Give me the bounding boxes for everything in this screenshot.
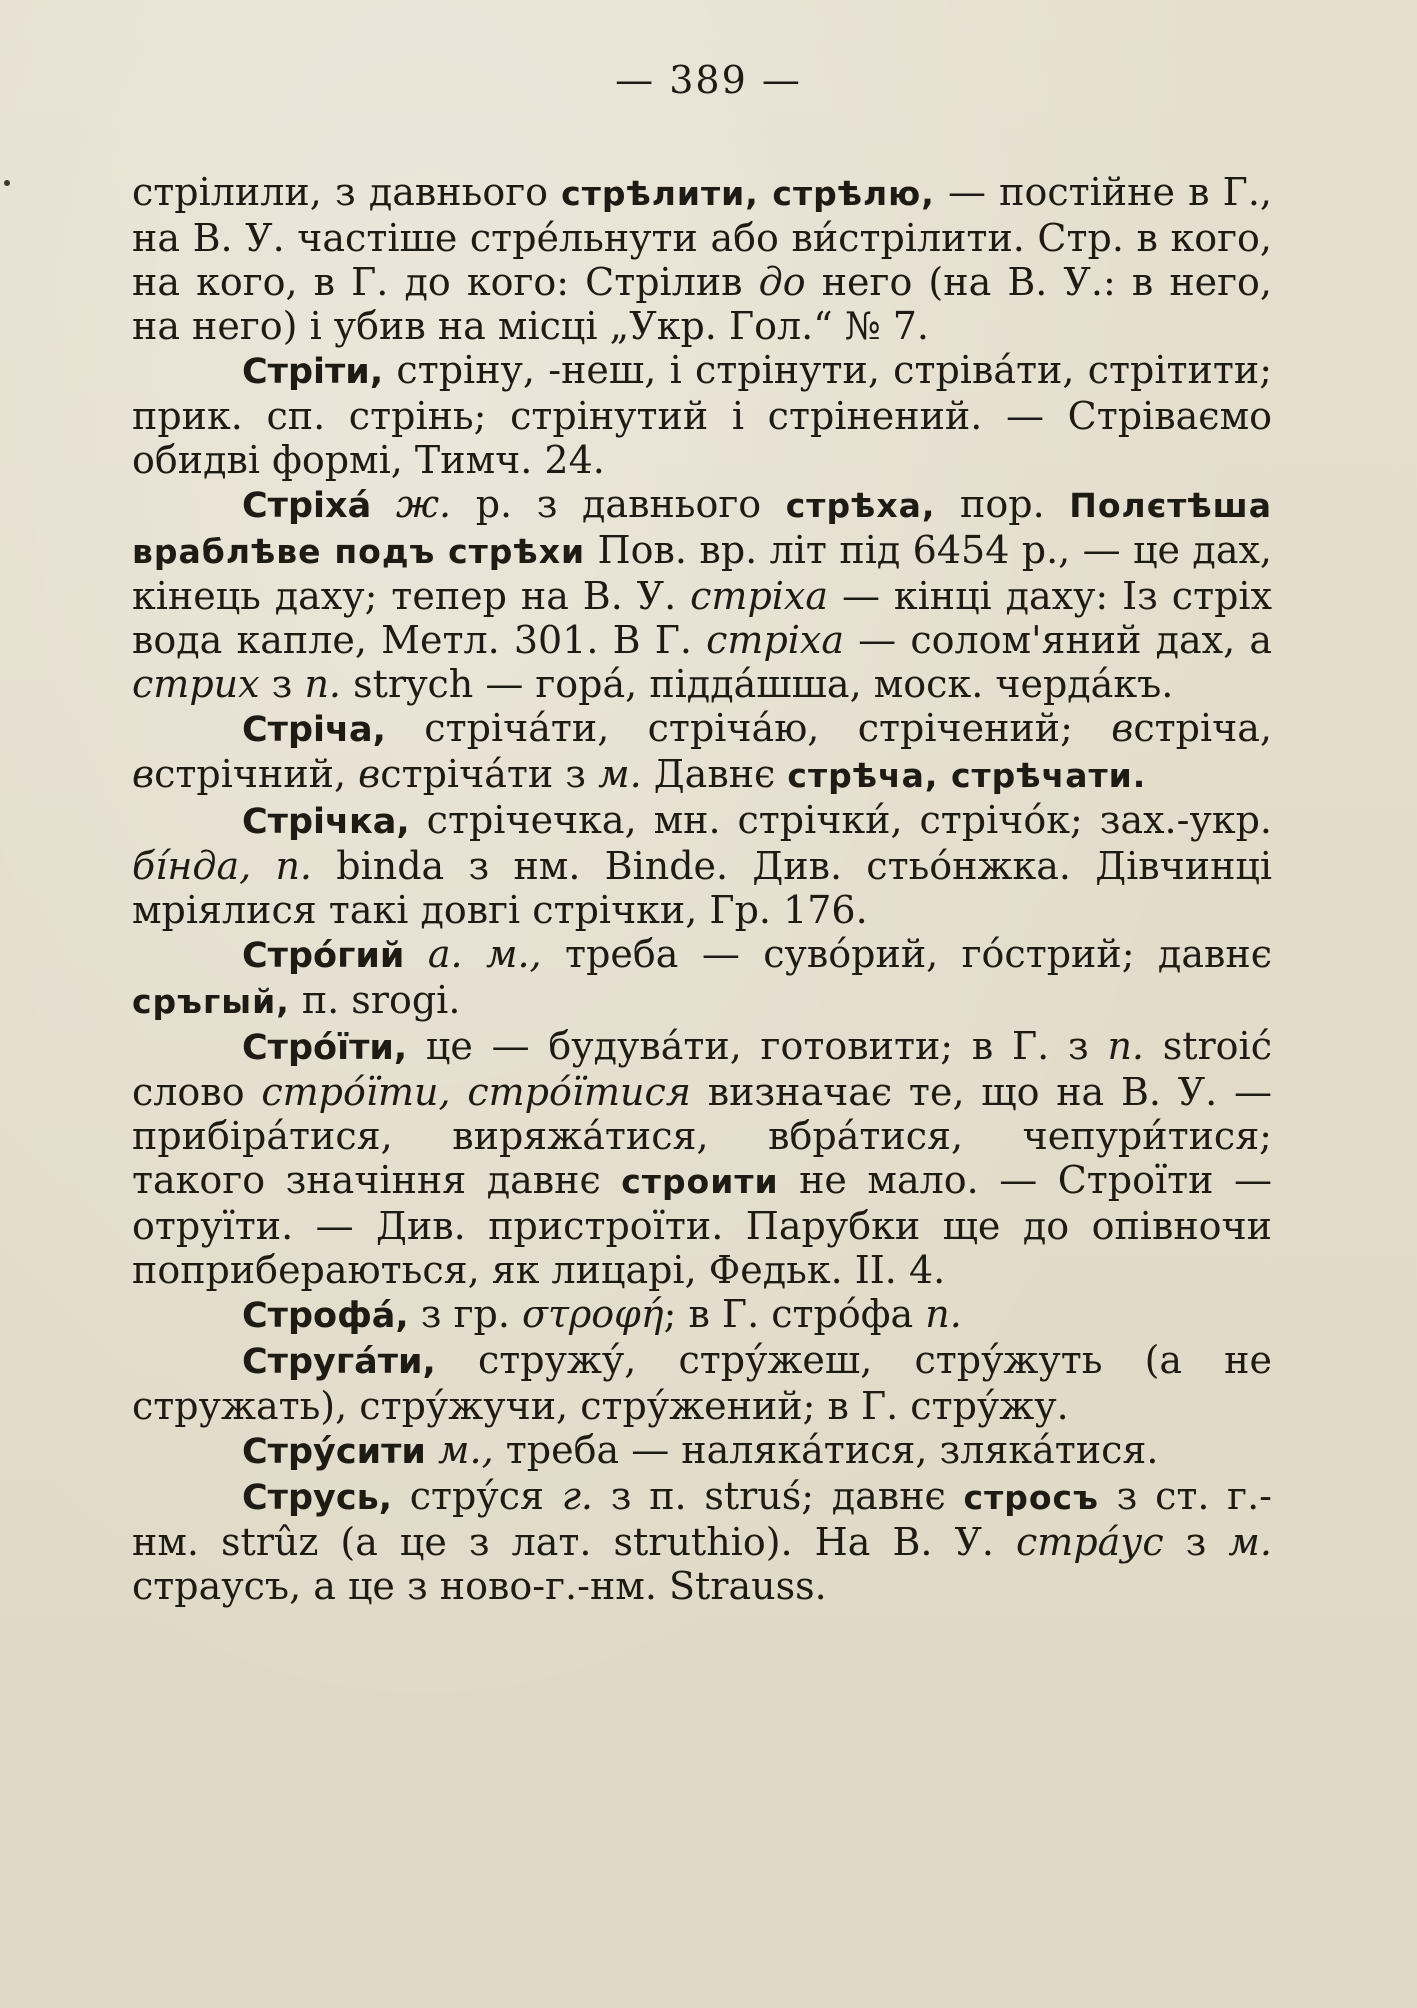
- italic-form: п.: [304, 662, 341, 706]
- entry-text: стружу́, стру́жеш, стру́жуть (а не стружать), стру́жучи, стру́жений; в Г. стру́жу.: [132, 1338, 1272, 1428]
- italic-form: ж.: [395, 482, 452, 526]
- italic-form: г.: [561, 1474, 594, 1518]
- dictionary-text: [132, 170, 1272, 1608]
- italic-form: бі́нда, п.: [132, 844, 313, 888]
- entry-headword: Стріха́: [242, 486, 372, 526]
- dictionary-entry: [132, 482, 1272, 706]
- entry-text: стріча́ти, стріча́ю, стрічений;: [385, 706, 1112, 750]
- italic-form: стріха: [706, 618, 845, 662]
- entry-text: з: [259, 662, 305, 706]
- entry-text: [426, 1428, 438, 1472]
- dictionary-entry: [132, 1292, 1272, 1338]
- entry-text: — солом'яний дах, а: [844, 618, 1272, 662]
- entry-continuation: [132, 170, 1272, 348]
- dictionary-entry: [132, 798, 1272, 932]
- entry-text: него (на В. У.: в него, на него) і убив на місці „Укр. Гол.“ № 7.: [132, 260, 1273, 348]
- italic-form: стра́ус: [1016, 1520, 1164, 1564]
- entry-text: страусъ, а це з ново-г.-нм. Strauss.: [132, 1564, 827, 1608]
- entry-text: не мало. — Строїти — отруїти. — Див. пристроїти. Парубки ще до опівночи поприбераються, як лицарі, Федьк. II. 4.: [132, 1158, 1273, 1292]
- entry-text: стру́ся: [392, 1474, 562, 1518]
- italic-form: в: [132, 752, 155, 796]
- entry-text: [404, 932, 427, 976]
- old-slavonic-form: стросъ: [963, 1478, 1099, 1517]
- italic-form: до: [758, 260, 806, 304]
- entry-text: з п. struś; давнє: [593, 1474, 964, 1518]
- entry-text: стріча,: [1133, 706, 1272, 750]
- entry-headword: Стрічка,: [242, 802, 410, 842]
- entry-text: binda з нм. Binde. Див. стьо́нжка. Дівчинці мріялися такі довгі стрічки, Гр. 176.: [132, 844, 1273, 932]
- old-slavonic-form: строити: [621, 1162, 779, 1201]
- entry-text: Пов. вр. літ під 6454 р., — це дах, кінець даху; тепер на В. У.: [132, 528, 1272, 618]
- entry-text: р. з давнього: [451, 482, 786, 526]
- entry-headword: Струга́ти,: [242, 1342, 436, 1382]
- italic-form: в: [358, 752, 381, 796]
- entry-headword: Стро́гий: [242, 936, 405, 976]
- entry-text: стріну, -неш, і стрінути, стріва́ти, стрітити; прик. сп. стрінь; стрінутий і стрінений. — Стріваємо обидві формі, Тимч. 24.: [132, 348, 1272, 482]
- italic-form: в: [1111, 706, 1134, 750]
- entry-text: це — будува́ти, готовити; в Г. з: [407, 1024, 1108, 1068]
- entry-headword: Стро́їти,: [242, 1028, 408, 1068]
- dictionary-entry: [132, 1024, 1272, 1292]
- italic-form: стрих: [132, 662, 260, 706]
- old-slavonic-form: стрѣча, стрѣчати.: [787, 756, 1147, 795]
- old-slavonic-form: стрѣлити, стрѣлю,: [561, 174, 935, 213]
- entry-headword: Стріти,: [242, 352, 384, 392]
- dictionary-entry: [132, 1428, 1272, 1474]
- old-slavonic-form: Полєтѣша враблѣве подъ стрѣхи: [132, 486, 1272, 571]
- entry-text: з: [1163, 1520, 1229, 1564]
- italic-form: στροφή: [522, 1292, 664, 1336]
- italic-form: п.: [1107, 1024, 1144, 1068]
- dictionary-entry: [132, 348, 1272, 482]
- entry-headword: Стру́сити: [242, 1432, 426, 1472]
- entry-text: з гр.: [408, 1292, 522, 1336]
- entry-text: стріча́ти з: [380, 752, 599, 796]
- old-slavonic-form: стрѣха,: [785, 486, 936, 525]
- italic-form: м.: [1228, 1520, 1272, 1564]
- entry-text: strych — гора́, підда́шша, моск. черда́къ.: [341, 662, 1174, 706]
- dictionary-entry: [132, 1474, 1272, 1608]
- entry-text: визначає те, що на В. У. — прибіра́тися, виряжа́тися, вбра́тися, чепури́тися; такого значіння давнє: [132, 1070, 1272, 1202]
- entry-text: ; в Г. стро́фа: [663, 1292, 926, 1336]
- italic-form: стріха: [690, 574, 829, 618]
- entry-text: stroić слово: [132, 1024, 1272, 1114]
- dictionary-entry: [132, 706, 1272, 798]
- entry-text: треба — наляка́тися, зляка́тися.: [493, 1428, 1159, 1472]
- italic-form: м.,: [438, 1428, 494, 1472]
- entry-text: п. srogi.: [289, 978, 461, 1022]
- entry-text: з ст. г.-нм. strûz (а це з лат. struthio). На В. У.: [132, 1474, 1273, 1564]
- entry-text: Давнє: [641, 752, 788, 796]
- entry-text: — кінці даху: Із стріх вода капле, Метл. 301. В Г.: [132, 574, 1273, 662]
- italic-form: п.: [925, 1292, 962, 1336]
- entry-text: стрічний,: [154, 752, 359, 796]
- entry-text: [371, 482, 396, 526]
- entry-text: стрілили, з давнього: [132, 170, 562, 214]
- entry-text: — постійне в Г., на В. У. частіше стре́льнути або ви́стрілити. Стр. в кого, на кого, в Г. до кого: Стрілив: [132, 170, 1272, 304]
- dictionary-entry: [132, 932, 1272, 1024]
- ink-speck: [4, 180, 10, 186]
- entry-text: пор.: [935, 482, 1070, 526]
- entry-text: треба — суво́рий, го́стрий; давнє: [541, 932, 1272, 976]
- entry-headword: Струсь,: [242, 1478, 393, 1518]
- dictionary-entry: [132, 1338, 1272, 1428]
- entry-text: стрічечка, мн. стрічки́, стрічо́к; зах.-укр.: [409, 798, 1272, 842]
- old-slavonic-form: сръгый,: [132, 982, 290, 1021]
- entry-headword: Стріча,: [242, 710, 386, 750]
- entry-headword: Строфа́,: [242, 1296, 409, 1336]
- italic-form: м.: [598, 752, 642, 796]
- italic-form: а. м.,: [427, 932, 542, 976]
- page-number: — 389 —: [615, 58, 802, 102]
- italic-form: стро́їти, стро́їтися: [261, 1070, 691, 1114]
